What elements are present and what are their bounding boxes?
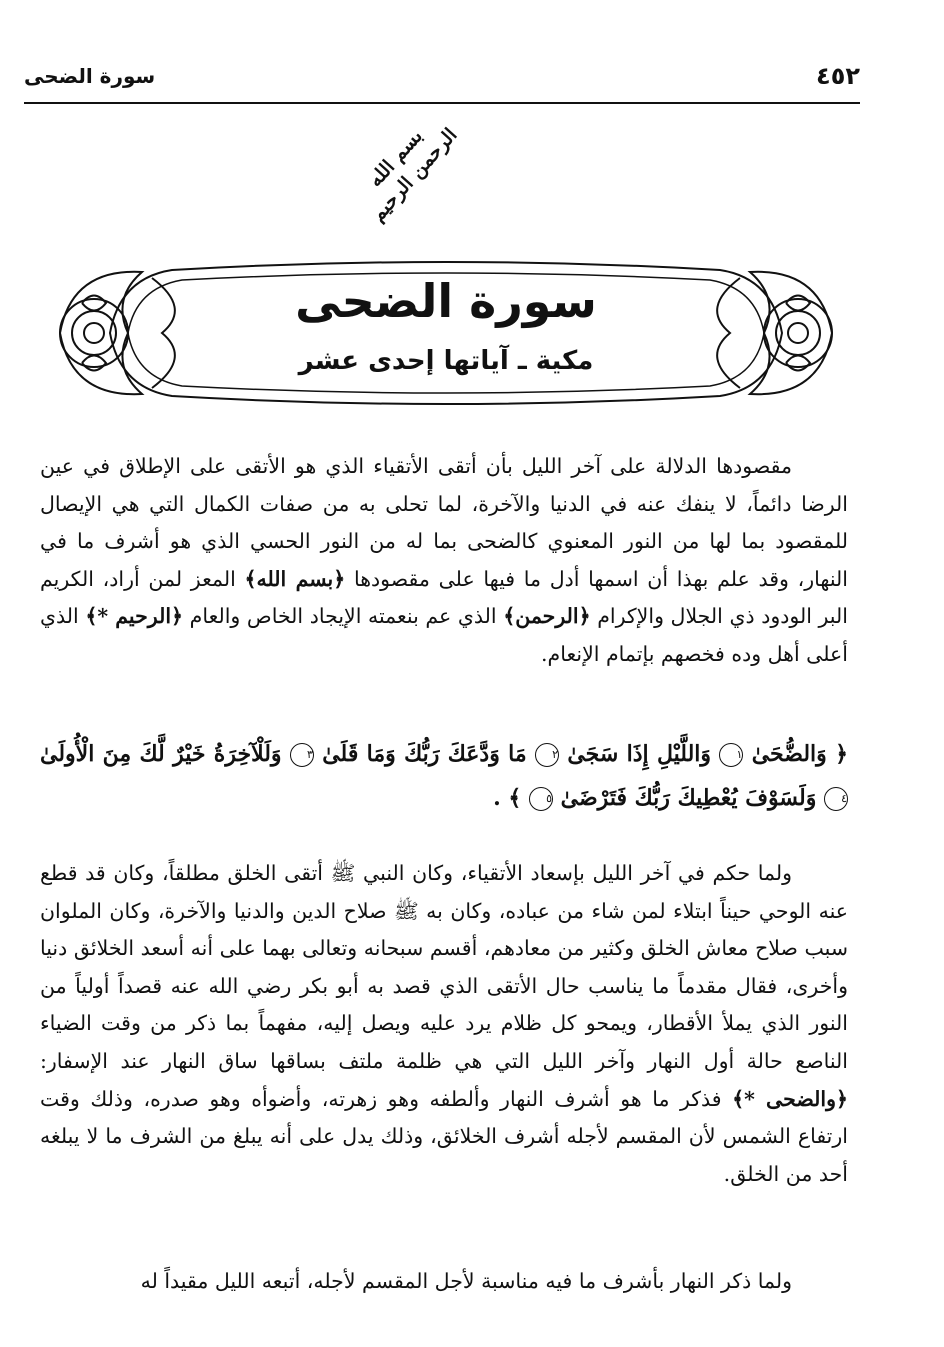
verse-text: مَا وَدَّعَكَ رَبُّكَ وَمَا قَلَىٰ [322,741,527,767]
commentary-paragraph [40,855,848,1193]
surah-subtitle: مكية ـ آياتها إحدى عشر [298,346,594,376]
commentary-text-2: فذكر ما هو أشرف النهار وألطفه وهو زهرته، وأضوأه وهو صدره، وذلك وقت ارتفاع الشمس لأن المقسم لأجله أشرف الخلائق، وذلك يدل على أنه يبلغ من الشرف ما لا يبلغه أحد من الخلق. [40,1086,848,1186]
header-rule [24,102,860,104]
verse-number: ٣ [290,743,314,767]
verse-text: وَاللَّيْلِ إِذَا سَجَىٰ [567,741,712,767]
final-paragraph: ولما ذكر النهار بأشرف ما فيه مناسبة لأجل المقسم لأجله، أتبعه الليل مقيداً له [140,1269,792,1293]
verse-number: ٥ [529,787,553,811]
page-number: ٤٥٢ [816,62,860,90]
quote-waddhuha: ﴿والضحى *﴾ [732,1086,848,1111]
intro-paragraph [40,448,848,673]
verse-number: ٢ [535,743,559,767]
surah-title: سورة الضحى [295,274,597,328]
verses-end: ﴾ . [493,785,522,811]
running-title: سورة الضحى [24,64,156,88]
basmala-text: بسم الله الرحمن الرحيم [364,123,462,226]
commentary-text-1: ولما حكم في آخر الليل بإسعاد الأتقياء، وكان النبي ﷺ أتقى الخلق مطلقاً، وكان قد قطع عنه الوحي حيناً ابتلاء لمن شاء من عباده، وكان به ﷺ صلاح الدين والدنيا والآخرة، وكان الملوان سبب صلاح معاش الخلق وكثير من معادهم، أقسم سبحانه وتعالى بهما على أنه أسعد الخلائق دنيا وأخرى، فقال مقدماً ما يناسب حال الأتقى الذي قصد به أبو بكر رضي الله عنه قصداً أولياً من النور الذي يملأ الأقطار، ويمحو كل ظلام يرد عليه ويصل إليه، مفهماً بما ذكر من وقت الضياء الناصع حالة أول النهار وآخر الليل التي هي ظلمة ملتف بساقها ساق النهار عند الإسفار: [40,861,848,1073]
intro-text-2: المعز لمن أراد، الكريم البر الودود ذي الجلال والإكرام [40,566,848,628]
quote-rahim: ﴿الرحيم *﴾ [85,604,184,628]
intro-text-3: الذي عم بنعمته الإيجاد الخاص والعام [189,604,497,628]
verse-text: وَلَسَوْفَ يُعْطِيكَ رَبُّكَ فَتَرْضَىٰ [560,785,817,811]
page-header [24,62,860,100]
verse-number: ٤ [824,787,848,811]
intro-text-1: مقصودها الدلالة على آخر الليل بأن أتقى الأتقياء الذي هو الأتقى على الإطلاق في عين الرضا دائماً، لا ينفك عنه في الدنيا والآخرة، لما تحلى به من صفات الكمال التي هي الإيصال للمقصود بما لها من النور المعنوي كالضحى بما له من النور الحسي الذي هو أشرف ما في النهار، وقد علم بهذا أن اسمها أدل ما فيها على مقصودها [40,454,848,591]
basmala-calligraphy [340,112,470,247]
quote-rahman: ﴿الرحمن﴾ [503,604,591,628]
verse-text: وَلَلْآخِرَةُ خَيْرٌ لَّكَ مِنَ الْأُولَىٰ [40,741,282,767]
quran-verses [40,732,848,820]
verse-text: ﴿ وَالضُّحَىٰ [751,741,848,767]
intro-text-4: الذي أعلى أهل وده فخصهم بإتمام الإنعام. [40,604,848,666]
quote-bismillah: ﴿بسم الله﴾ [244,566,346,591]
verse-number: ١ [719,743,743,767]
